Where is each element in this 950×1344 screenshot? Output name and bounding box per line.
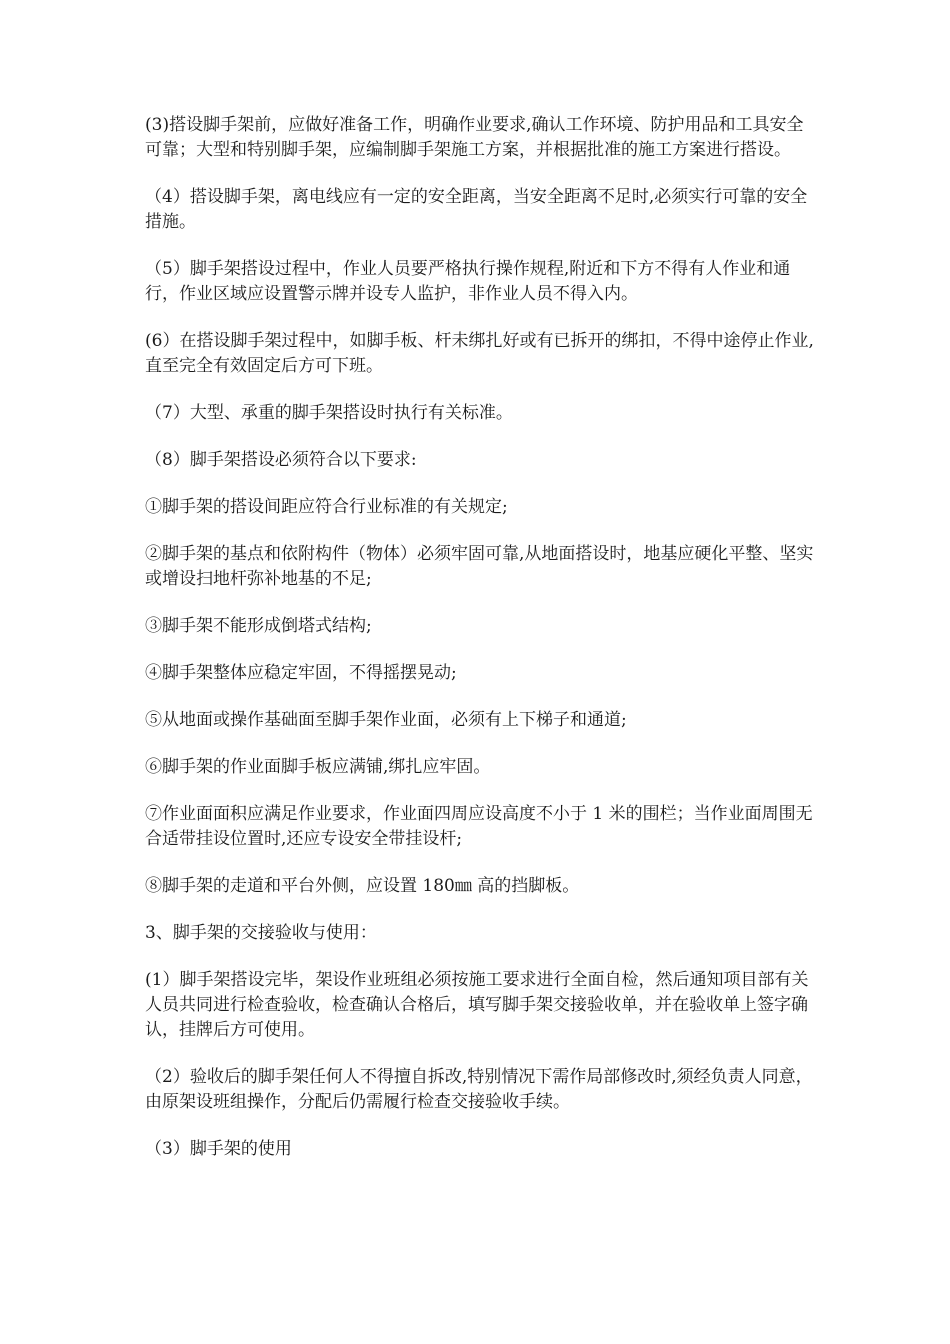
- paragraph-3: (3)搭设脚手架前，应做好准备工作，明确作业要求,确认工作环境、防护用品和工具安全可靠；大型和特别脚手架，应编制脚手架施工方案，并根据批准的施工方案进行搭设。: [145, 115, 804, 160]
- paragraph-4: （4）搭设脚手架，离电线应有一定的安全距离，当安全距离不足时,必须实行可靠的安全措施。: [145, 187, 808, 232]
- paragraph-7: （7）大型、承重的脚手架搭设时执行有关标准。: [145, 403, 513, 423]
- acceptance-paragraph-1: (1）脚手架搭设完毕，架设作业班组必须按施工要求进行全面自检，然后通知项目部有关人员共同进行检查验收，检查确认合格后，填写脚手架交接验收单，并在验收单上签字确认，挂牌后方可使用。: [145, 970, 809, 1040]
- acceptance-paragraph-3: （3）脚手架的使用: [145, 1139, 292, 1159]
- requirement-3: ③脚手架不能形成倒塔式结构;: [145, 616, 372, 636]
- requirement-8: ⑧脚手架的走道和平台外侧，应设置 180㎜ 高的挡脚板。: [145, 876, 580, 896]
- requirement-4: ④脚手架整体应稳定牢固，不得摇摆晃动;: [145, 663, 457, 683]
- requirement-6: ⑥脚手架的作业面脚手板应满铺,绑扎应牢固。: [145, 757, 491, 777]
- requirement-2: ②脚手架的基点和依附构件（物体）必须牢固可靠,从地面搭设时，地基应硬化平整、坚实或增设扫地杆弥补地基的不足;: [145, 544, 814, 589]
- paragraph-5: （5）脚手架搭设过程中，作业人员要严格执行操作规程,附近和下方不得有人作业和通行，作业区域应设置警示牌并设专人监护，非作业人员不得入内。: [145, 259, 791, 304]
- requirement-7: ⑦作业面面积应满足作业要求，作业面四周应设高度不小于 1 米的围栏；当作业面周围无合适带挂设位置时,还应专设安全带挂设杆;: [145, 804, 813, 849]
- paragraph-8: （8）脚手架搭设必须符合以下要求:: [145, 450, 417, 470]
- acceptance-paragraph-2: （2）验收后的脚手架任何人不得擅自拆改,特别情况下需作局部修改时,须经负责人同意，由原架设班组操作，分配后仍需履行检查交接验收手续。: [145, 1067, 813, 1112]
- requirement-1: ①脚手架的搭设间距应符合行业标准的有关规定;: [145, 497, 508, 517]
- paragraph-6: (6）在搭设脚手架过程中，如脚手板、杆未绑扎好或有已拆开的绑扣，不得中途停止作业,直至完全有效固定后方可下班。: [145, 331, 814, 376]
- requirement-5: ⑤从地面或操作基础面至脚手架作业面，必须有上下梯子和通道;: [145, 710, 627, 730]
- section-heading-3: 3、脚手架的交接验收与使用：: [145, 923, 377, 943]
- document-body: [145, 113, 815, 1184]
